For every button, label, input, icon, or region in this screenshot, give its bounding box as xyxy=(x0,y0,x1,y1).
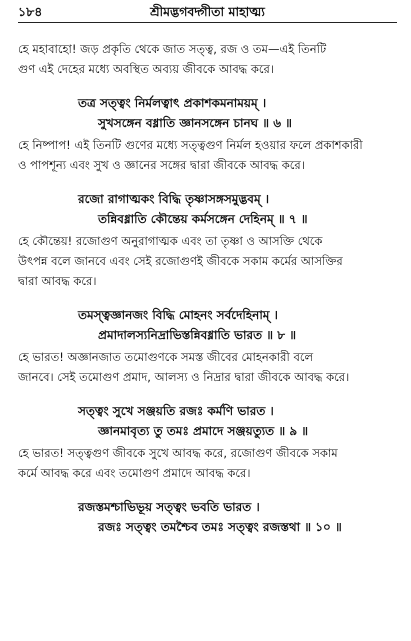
sanskrit-verse xyxy=(18,497,397,537)
translation-line: দ্বারা আবদ্ধ করে। xyxy=(18,274,97,288)
text-block xyxy=(18,39,397,79)
translation-line: ও পাপশূন্য এবং সুখ ও জ্ঞানের সঙ্গের দ্বারা জীবকে আবদ্ধ করে। xyxy=(18,158,305,172)
translation xyxy=(18,443,397,483)
verse-block xyxy=(18,305,397,387)
verse-block xyxy=(18,93,397,175)
verse-line: প্রমাদালস্যনিদ্রাভিস্তন্নিবধ্নাতি ভারত ॥ ৮ ॥ xyxy=(98,328,296,342)
verse-line: জ্ঞানমাবৃত্য তু তমঃ প্রমাদে সঞ্জয়ত্যুত ॥ ৯ ॥ xyxy=(98,424,309,438)
translation-line: উৎপন্ন বলে জানবে এবং সেই রজোগুণই জীবকে সকাম কর্মের আসক্তির xyxy=(18,254,343,268)
translation-line: কর্মে আবদ্ধ করে এবং তমোগুণ প্রমাদে আবদ্ধ করে। xyxy=(18,466,251,480)
page-number: ১৮৪ xyxy=(18,4,43,19)
sanskrit-verse xyxy=(18,189,397,229)
verse-line: তমস্ত্বজ্ঞানজং বিদ্ধি মোহনং সর্বদেহিনাম্ । xyxy=(78,308,278,322)
verse-block xyxy=(18,497,397,537)
translation xyxy=(18,39,397,79)
translation-line: হে নিষ্পাপ! এই তিনটি গুণের মধ্যে সত্ত্বগুণ নির্মল হওয়ার ফলে প্রকাশকারী xyxy=(18,138,363,152)
verse-line: রজো রাগাত্মকং বিদ্ধি তৃষ্ণাসঙ্গসমুদ্ভবম্ । xyxy=(78,192,270,206)
translation xyxy=(18,231,397,291)
verse-line: রজস্তমশ্চাভিভূয় সত্ত্বং ভবতি ভারত । xyxy=(78,500,260,514)
translation-line: হে ভারত! সত্ত্বগুণ জীবকে সুখে আবদ্ধ করে, রজোগুণ জীবকে সকাম xyxy=(18,446,338,460)
sanskrit-verse xyxy=(18,305,397,345)
translation-line: জানবে। সেই তমোগুণ প্রমাদ, আলস্য ও নিদ্রার দ্বারা জীবকে আবদ্ধ করে। xyxy=(18,370,350,384)
sanskrit-verse xyxy=(18,93,397,133)
translation-line: গুণ এই দেহের মধ্যে অবস্থিত অব্যয় জীবকে আবদ্ধ করে। xyxy=(18,62,274,76)
sanskrit-verse xyxy=(18,401,397,441)
verse-line: তন্নিবধ্নাতি কৌন্তেয় কর্মসঙ্গেন দেহিনম্ ॥ ৭ ॥ xyxy=(98,212,308,226)
verse-line: তত্র সত্ত্বং নির্মলত্বাৎ প্রকাশকমনাময়ম্ । xyxy=(78,96,267,110)
translation-line: হে ভারত! অজ্ঞানজাত তমোগুণকে সমস্ত জীবের মোহনকারী বলে xyxy=(18,350,314,364)
running-title: শ্রীমদ্ভগবদ্গীতা মাহাত্ম্য xyxy=(150,4,265,19)
translation xyxy=(18,135,397,175)
page-header xyxy=(18,2,397,23)
translation xyxy=(18,347,397,387)
verse-line: সুখসঙ্গেন বধ্নাতি জ্ঞানসঙ্গেন চানঘ ॥ ৬ ॥ xyxy=(98,116,292,130)
verse-line: সত্ত্বং সুখে সঞ্জয়তি রজঃ কর্মণি ভারত । xyxy=(78,404,274,418)
verse-line: রজঃ সত্ত্বং তমশ্চৈব তমঃ সত্ত্বং রজস্তথা ॥ ১০ ॥ xyxy=(98,520,342,534)
verse-block xyxy=(18,189,397,291)
translation-line: হে কৌন্তেয়! রজোগুণ অনুরাগাত্মক এবং তা তৃষ্ণা ও আসক্তি থেকে xyxy=(18,234,323,248)
translation-line: হে মহাবাহো! জড় প্রকৃতি থেকে জাত সত্ত্ব, রজ ও তম—এই তিনটি xyxy=(18,42,327,56)
verse-block xyxy=(18,401,397,483)
